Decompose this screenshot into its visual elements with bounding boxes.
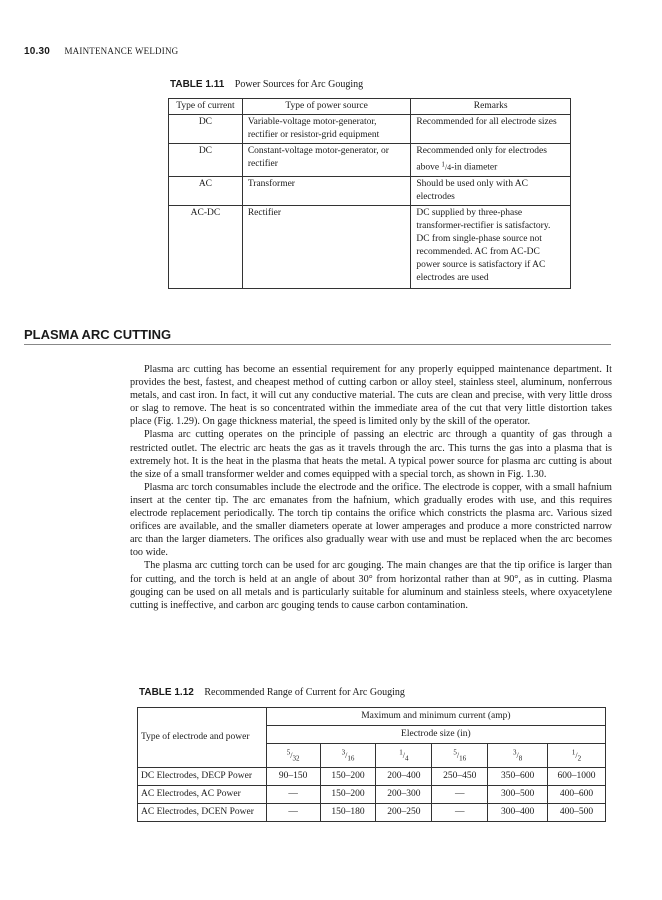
value-cell: 200–300 <box>376 786 432 804</box>
sub-header: Electrode size (in) <box>266 726 605 744</box>
row-label: AC Electrodes, AC Power <box>138 786 267 804</box>
source-cell: Rectifier <box>242 205 411 288</box>
size-header: $^3/_8$ <box>488 744 548 768</box>
value-cell: — <box>266 804 320 822</box>
size-header: $^5/_{16}$ <box>432 744 488 768</box>
current-cell: AC-DC <box>169 205 243 288</box>
row-header: Type of electrode and power <box>138 708 267 768</box>
value-cell: 200–400 <box>376 768 432 786</box>
row-label: AC Electrodes, DCEN Power <box>138 804 267 822</box>
value-cell: 150–200 <box>320 768 376 786</box>
table-row <box>138 786 606 804</box>
running-header <box>24 46 178 57</box>
remarks-cell <box>411 144 571 177</box>
body-text <box>130 363 612 612</box>
section-title: PLASMA ARC CUTTING <box>24 327 611 345</box>
column-header: Type of power source <box>242 99 411 115</box>
power-sources-table <box>168 98 571 289</box>
paragraph: The plasma arc cutting torch can be used for arc gouging. The main changes are that the tip orifice is larger than for cutting, and the torch is held at an angle of about 30° from horizontal rather than at 90°, as in cutting. Plasma gouging can be used on all metals and is particularly suitable for aluminum and stainless steels, where oxyacetylene cutting is ineffective, and carbon arc gouging tends to cause carbon contamination. <box>130 560 612 611</box>
value-cell: 400–500 <box>548 804 606 822</box>
table-row <box>169 115 571 144</box>
table-row <box>169 205 571 288</box>
value-cell: 150–200 <box>320 786 376 804</box>
table1-caption <box>170 79 363 90</box>
value-cell: 400–600 <box>548 786 606 804</box>
value-cell: — <box>432 786 488 804</box>
row-label: DC Electrodes, DECP Power <box>138 768 267 786</box>
remarks-cell: DC supplied by three-phase transformer-rectifier is satisfactory. DC from single-phase source not recommended. AC from AC-DC power source is satisfactory if AC electrodes are used <box>411 205 571 288</box>
current-cell: DC <box>169 144 243 177</box>
table-row <box>169 144 571 177</box>
table2-caption <box>139 687 405 698</box>
current-cell: AC <box>169 176 243 205</box>
paragraph: Plasma arc cutting operates on the principle of passing an electric arc through a quantity of gas through a restricted outlet. The electric arc heats the gas as it travels through the arc. This turns the gas into a plasma that is extremely hot. It is the heat in the plasma that heats the metal. A typical power source for plasma arc cutting is about the size of a small transformer welder and comes equipped with a special torch, as shown in Fig. 1.30. <box>130 429 612 480</box>
remarks-cell: Should be used only with AC electrodes <box>411 176 571 205</box>
value-cell: 200–250 <box>376 804 432 822</box>
column-header: Type of current <box>169 99 243 115</box>
source-cell: Constant-voltage motor-generator, or rectifier <box>242 144 411 177</box>
value-cell: 300–400 <box>488 804 548 822</box>
group-header: Maximum and minimum current (amp) <box>266 708 605 726</box>
table1-title: Power Sources for Arc Gouging <box>234 79 364 90</box>
table1-label: TABLE 1.11 <box>170 79 225 90</box>
table-row <box>169 176 571 205</box>
table2-title: Recommended Range of Current for Arc Gouging <box>204 687 405 698</box>
value-cell: — <box>266 786 320 804</box>
value-cell: 300–500 <box>488 786 548 804</box>
paragraph: Plasma arc cutting has become an essential requirement for any properly equipped maintenance department. It provides the best, fastest, and cheapest method of cutting carbon or alloy steel, stainless steel, aluminum, nonferrous metals, and cast iron. In fact, it will cut any conductive material. The cuts are clean and precise, with very little dross or slag to remove. The heat is so concentrated within the immediate area of the cut that very little distortion takes place (Fig. 1.29). On gage thickness material, the speed is limited only by the skill of the operator. <box>130 364 612 428</box>
size-header: $^5/_{32}$ <box>266 744 320 768</box>
value-cell: 90–150 <box>266 768 320 786</box>
size-header: $^1/_2$ <box>548 744 606 768</box>
size-header: $^1/_4$ <box>376 744 432 768</box>
column-header: Remarks <box>411 99 571 115</box>
value-cell: 150–180 <box>320 804 376 822</box>
source-cell: Transformer <box>242 176 411 205</box>
current-range-table <box>137 707 606 822</box>
remarks-text: -in diameter <box>451 162 498 173</box>
value-cell: 350–600 <box>488 768 548 786</box>
table2-label: TABLE 1.12 <box>139 687 194 698</box>
paragraph: Plasma arc torch consumables include the electrode and the orifice. The electrode is copper, with a small hafnium insert at the center tip. The arc emanates from the hafnium, which gradually erodes with use, and this requires electrode replacement periodically. The torch tip contains the orifice which constricts the plasma arc. Various sized orifices are available, and the smaller diameters operate at lower amperages and produce a more constricted narrow arc than the larger diameters. The orifices also gradually wear with use and must be replaced when the arc becomes too wide. <box>130 481 612 559</box>
source-cell: Variable-voltage motor-generator, rectifier or resistor-grid equipment <box>242 115 411 144</box>
remarks-text: Recommended only for electrodes above <box>416 146 547 173</box>
value-cell: 250–450 <box>432 768 488 786</box>
table-header-row <box>169 99 571 115</box>
running-title: MAINTENANCE WELDING <box>64 46 179 56</box>
current-cell: DC <box>169 115 243 144</box>
remarks-cell: Recommended for all electrode sizes <box>411 115 571 144</box>
value-cell: — <box>432 804 488 822</box>
size-header: $^3/_{16}$ <box>320 744 376 768</box>
value-cell: 600–1000 <box>548 768 606 786</box>
table-row <box>138 804 606 822</box>
fraction: $^1$/4 <box>441 160 452 172</box>
page-number: 10.30 <box>24 46 51 57</box>
table-row <box>138 768 606 786</box>
